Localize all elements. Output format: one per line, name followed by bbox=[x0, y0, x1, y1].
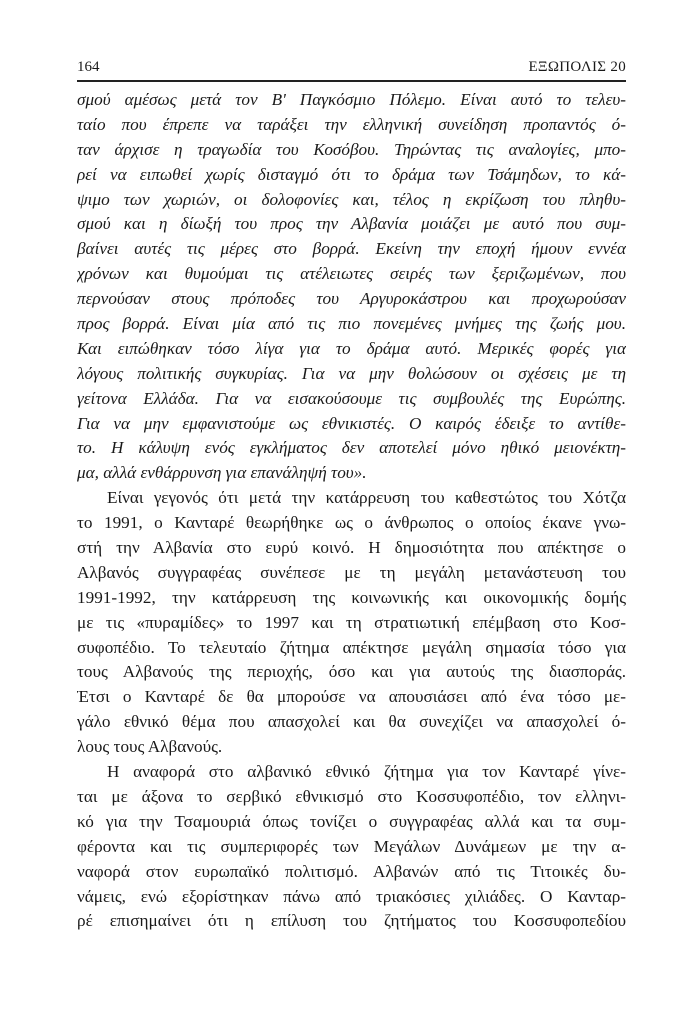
text-line: ρέ επισημαίνει ότι η επίλυση του ζητήματος του Κοσσυφοπεδίου bbox=[77, 911, 626, 931]
text-line: προς βορρά. Είναι μία από τις πιο πονεμένες μνήμες της ζωής μου. bbox=[77, 314, 626, 334]
text-line: ται με άξονα το σερβικό εθνικισμό στο Κοσσυφοπέδιο, τον ελληνι- bbox=[77, 786, 626, 806]
text-line: 1991-1992, την κατάρρευση της κοινωνικής και οικονομικής δομής bbox=[77, 587, 626, 607]
text-line: μα, αλλά ενθάρρυνση για επανάληψή του». bbox=[77, 463, 367, 483]
text-line: σμού αμέσως μετά τον Β' Παγκόσμιο Πόλεμο. Είναι αυτό το τελευ- bbox=[77, 90, 626, 109]
text-line: χρόνων και θυμούμαι τις ατέλειωτες σειρές των ξεριζωμένων, που bbox=[77, 264, 626, 284]
text-line: το 1991, ο Κανταρέ θεωρήθηκε ως ο άνθρωπος ο οποίος έκανε γνω- bbox=[77, 513, 626, 533]
page-header bbox=[77, 59, 626, 81]
page-number: 164 bbox=[77, 59, 100, 75]
text-line: τους Αλβανούς της περιοχής, όσο και για αυτούς της διασποράς. bbox=[77, 662, 626, 682]
text-line: συφοπέδιο. Το τελευταίο ζήτημα απέκτησε μεγάλη σημασία τόσο για bbox=[77, 637, 626, 657]
text-line: Και ειπώθηκαν τόσο λίγα για το δράμα αυτό. Μερικές φορές για bbox=[77, 338, 626, 358]
header-rule bbox=[77, 80, 626, 82]
text-line: ψιμο των χωριών, οι δολοφονίες και, τέλος η εκρίζωση του πληθυ- bbox=[77, 189, 626, 209]
text-line: βαίνει αυτές τις μέρες στο βορρά. Εκείνη την εποχή ήμουν εννέα bbox=[77, 239, 626, 259]
text-line: γείτονα Ελλάδα. Για να εισακούσουμε τις συμβουλές της Ευρώπης. bbox=[77, 388, 626, 408]
text-line: ναφορά στον ευρωπαϊκό πολιτισμό. Αλβανών από τις Τιτοικές δυ- bbox=[77, 861, 626, 881]
text-line: Αλβανός συγγραφέας συνέπεσε με τη μεγάλη μετανάστευση του bbox=[77, 562, 626, 582]
body-text bbox=[77, 88, 626, 934]
text-line: σμού και η δίωξή του προς την Αλβανία μοιάζει με αυτό που συμ- bbox=[77, 214, 626, 234]
text-line: ταίο που έπρεπε να ταράξει την ελληνική συνείδηση προπαντός ό- bbox=[77, 114, 626, 134]
text-line: κό για την Τσαμουριά όπως τονίζει ο συγγραφέας αλλά και τα συμ- bbox=[77, 811, 626, 831]
text-line: το. Η κάλυψη ενός εγκλήματος δεν αποτελεί μόνο ηθικό μειονέκτη- bbox=[77, 438, 626, 458]
text-line: λους τους Αλβανούς. bbox=[77, 737, 223, 757]
text-line: ρεί να ειπωθεί χωρίς δισταγμό ότι το δράμα των Τσάμηδων, το κά- bbox=[77, 164, 626, 184]
text-line: ταν άρχισε η τραγωδία του Κοσόβου. Τηρώντας τις αναλογίες, μπο- bbox=[77, 139, 626, 159]
text-line: φέροντα και τις συμπεριφορές των Μεγάλων Δυνάμεων με την α- bbox=[77, 836, 626, 856]
text-line: Η αναφορά στο αλβανικό εθνικό ζήτημα για τον Κανταρέ γίνε- bbox=[107, 762, 626, 782]
text-line: Είναι γεγονός ότι μετά την κατάρρευση του καθεστώτος του Χότζα bbox=[107, 488, 626, 508]
text-line: με τις «πυραμίδες» το 1997 και τη στρατιωτική επέμβαση στο Κοσ- bbox=[77, 612, 626, 632]
text-line: νάμεις, ενώ εξορίστηκαν πάνω από τριακόσιες χιλιάδες. Ο Κανταρ- bbox=[77, 886, 626, 906]
running-title: ΕΞΩΠΟΛΙΣ 20 bbox=[528, 59, 626, 75]
text-line: στή την Αλβανία στο ευρύ κοινό. Η δημοσιότητα που απέκτησε ο bbox=[77, 538, 626, 558]
text-line: Έτσι ο Κανταρέ δε θα μπορούσε να απουσιάσει από ένα τόσο με- bbox=[77, 687, 626, 707]
text-line: περνούσαν στους πρόποδες του Αργυροκάστρου και προχωρούσαν bbox=[77, 289, 626, 309]
text-line: Για να μην εμφανιστούμε ως εθνικιστές. Ο καιρός έδειξε το αντίθε- bbox=[77, 413, 626, 433]
text-line: λόγους πολιτικής συγκυρίας. Για να μην θολώσουν οι σχέσεις με τη bbox=[77, 363, 626, 383]
text-line: γάλο εθνικό θέμα που απασχολεί και θα συνεχίζει να απασχολεί ό- bbox=[77, 712, 626, 732]
